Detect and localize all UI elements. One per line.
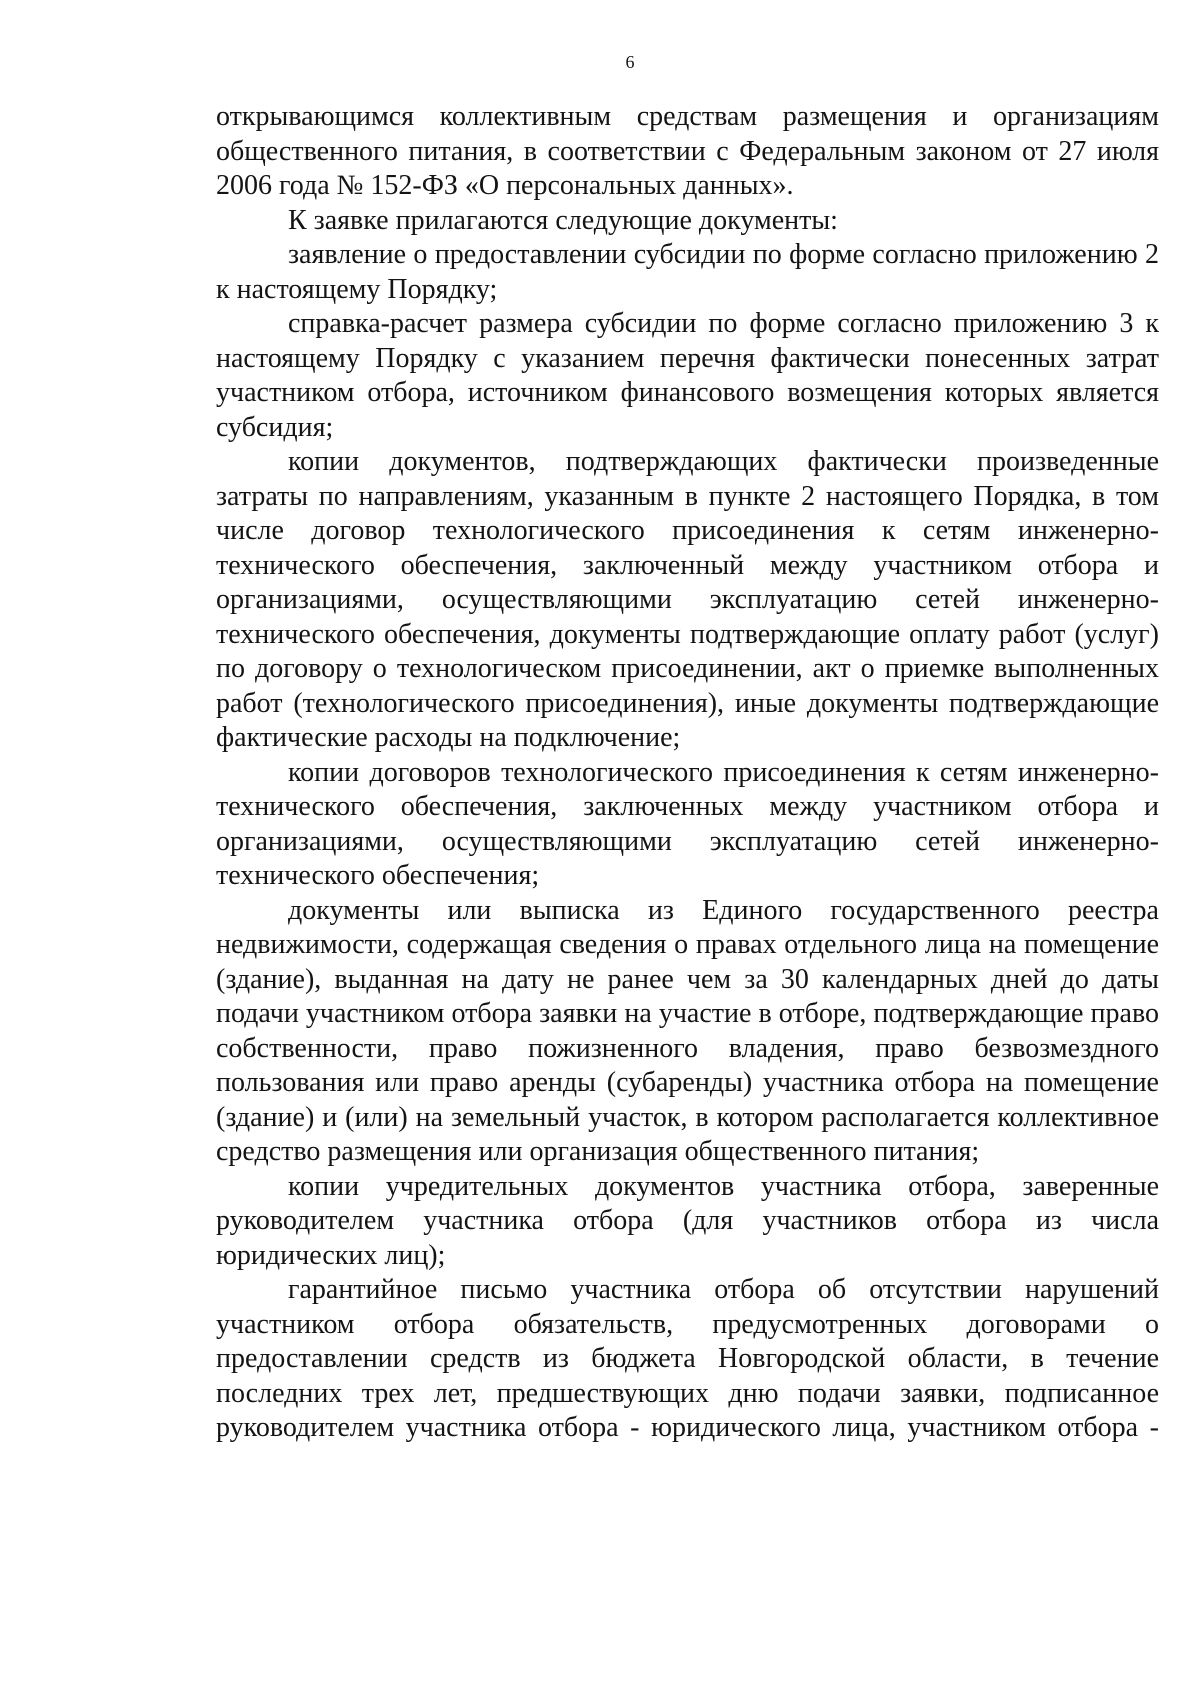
paragraph-property-documents: документы или выписка из Единого государственного реестра недвижимости, содержащая сведения о правах отдельного лица на помещение (здание), выданная на дату не ранее чем за 30 календарных дней до даты подачи участником отбора заявки на участие в отборе, подтверждающие право собственности, право пожизненного владения, право безвозмездного пользования или право аренды (субаренды) участника отбора на помещение (здание) и (или) на земельный участок, в котором располагается коллективное средство размещения или организация общественного питания; [216, 894, 1159, 1167]
paragraph-guarantee-letter: гарантийное письмо участника отбора об отсутствии нарушений участником отбора обязательств, предусмотренных договорами о предоставлении средств из бюджета Новгородской области, в течение последних трех лет, предшествующих дню подачи заявки, подписанное руководителем участника отбора - юридического лица, участником отбора - [216, 1274, 1159, 1443]
paragraph-connection-contracts: копии договоров технологического присоединения к сетям инженерно-технического обеспечения, заключенных между участником отбора и организациями, осуществляющими эксплуатацию сетей инженерно-технического обеспечения; [216, 756, 1159, 891]
paragraph-founding-documents: копии учредительных документов участника отбора, заверенные руководителем участника отбора (для участников отбора из числа юридических лиц); [216, 1170, 1159, 1271]
paragraph-attachments-intro: К заявке прилагаются следующие документы: [288, 204, 838, 236]
page-number: 6 [625, 52, 635, 72]
paragraph-consent-continuation: открывающимся коллективным средствам размещения и организациям общественного питания, в соответствии с Федеральным законом от 27 июля 2006 года № 152-ФЗ «О персональных данных». [216, 101, 1159, 201]
document-body [216, 100, 1159, 1446]
paragraph-expense-documents: копии документов, подтверждающих фактически произведенные затраты по направлениям, указанным в пункте 2 настоящего Порядка, в том числе договор технологического присоединения к сетям инженерно-технического обеспечения, заключенный между участником отбора и организациями, осуществляющими эксплуатацию сетей инженерно-технического обеспечения, документы подтверждающие оплату работ (услуг) по договору о технологическом присоединении, акт о приемке выполненных работ (технологического присоединения), иные документы подтверждающие фактические расходы на подключение; [216, 446, 1159, 753]
paragraph-subsidy-application: заявление о предоставлении субсидии по форме согласно приложению 2 к настоящему Порядку; [216, 239, 1159, 305]
paragraph-subsidy-calculation: справка-расчет размера субсидии по форме согласно приложению 3 к настоящему Порядку с указанием перечня фактически понесенных затрат участником отбора, источником финансового возмещения которых является субсидия; [216, 308, 1159, 443]
